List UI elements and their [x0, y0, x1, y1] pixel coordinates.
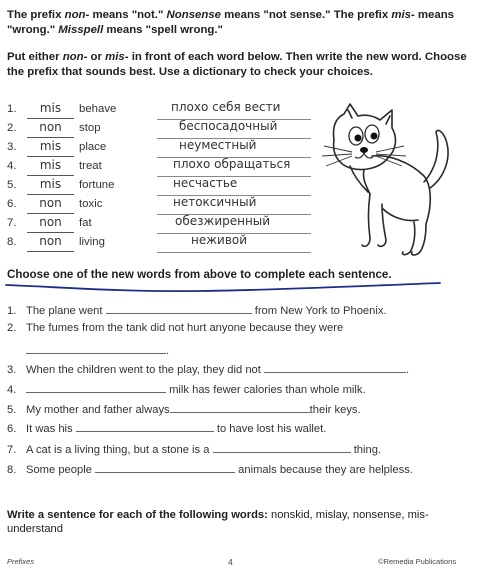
new-word-answer: неуместный [179, 138, 257, 152]
prefix-blank[interactable] [27, 103, 74, 119]
prefix-blank[interactable] [27, 141, 74, 157]
sentence-number: 3. [7, 364, 17, 376]
row-number: 7. [7, 217, 17, 229]
new-word-answer: нетоксичный [173, 195, 257, 209]
sentence-7 [7, 441, 381, 456]
sentence-number: 4. [7, 384, 17, 396]
page-number: 4 [228, 557, 233, 567]
new-word-blank[interactable] [157, 233, 311, 253]
pen-underline [0, 278, 477, 294]
prefix-answer: mis [39, 158, 62, 172]
prefix-blank[interactable] [27, 236, 74, 252]
base-word: living [79, 236, 105, 248]
new-word-blank[interactable] [157, 195, 311, 215]
new-word-answer: несчастье [173, 176, 238, 190]
prefix-blank[interactable] [27, 217, 74, 233]
sentence-number: 8. [7, 464, 17, 476]
sentence-text: The fumes from the tank did not hurt anyone because they were [26, 322, 344, 334]
write-sentence-label: Write a sentence for each of the following words: [7, 509, 268, 521]
new-word-answer: обезжиренный [175, 214, 271, 228]
write-sentence-words-continued: understand [7, 523, 63, 535]
instructions-paragraph: Put either non- or mis- in front of each word below. Then write the new word. Choose the prefix that sounds best. Use a dictionary to check your choices. [7, 51, 467, 78]
sentence-3 [7, 361, 409, 376]
sentence-number: 7. [7, 444, 17, 456]
sentence-number: 1. [7, 305, 17, 317]
base-word: fat [79, 217, 92, 229]
row-number: 5. [7, 179, 17, 191]
row-number: 6. [7, 198, 17, 210]
sentence-text: It was his [26, 423, 73, 435]
sentence-text: When the children went to the play, they did not [26, 364, 261, 376]
sentence-blank[interactable] [26, 342, 166, 354]
sentence-text: animals because they are helpless. [238, 464, 413, 476]
sentence-blank[interactable] [76, 420, 214, 432]
sentence-2 [7, 322, 343, 334]
prefix-answer: mis [39, 139, 62, 153]
sentence-blank[interactable] [264, 361, 406, 373]
sentence-text: Some people [26, 464, 92, 476]
new-word-answer: неживой [191, 233, 248, 247]
sentence-text: A cat is a living thing, but a stone is a [26, 444, 210, 456]
sentence-2-continued [7, 342, 169, 357]
sentence-blank[interactable] [170, 401, 310, 413]
new-word-blank[interactable] [157, 119, 311, 139]
base-word: stop [79, 122, 101, 134]
sentence-4 [7, 381, 366, 396]
sentence-text: My mother and father always [26, 404, 170, 416]
row-number: 4. [7, 160, 17, 172]
prefix-answer: non [39, 234, 62, 248]
prefix-blank[interactable] [27, 122, 74, 138]
row-number: 8. [7, 236, 17, 248]
prefix-blank[interactable] [27, 198, 74, 214]
prefix-answer: non [39, 215, 62, 229]
sentence-text: The plane went [26, 305, 103, 317]
prefix-answer: non [39, 196, 62, 210]
sentence-blank[interactable] [95, 461, 235, 473]
sentence-text: their keys. [309, 404, 361, 416]
sentence-blank[interactable] [213, 441, 351, 453]
sentence-text: . [405, 364, 410, 376]
word-row-8 [7, 233, 307, 256]
base-word: behave [79, 103, 117, 115]
base-word: fortune [79, 179, 115, 191]
sentence-8 [7, 461, 413, 476]
section-title: Choose one of the new words from above to complete each sentence. [7, 268, 392, 281]
new-word-answer: беспосадочный [179, 119, 278, 133]
new-word-answer: плохо себя вести [171, 100, 281, 114]
new-word-answer: плохо обращаться [173, 157, 291, 171]
intro-paragraph: The prefix non- means "not." Nonsense means "not sense." The prefix mis- means "wrong." Misspell means "spell wrong." [7, 9, 455, 36]
cat-illustration [306, 96, 472, 266]
write-sentence-words: nonskid, mislay, nonsense, mis- [270, 509, 429, 521]
prefix-answer: mis [39, 101, 62, 115]
new-word-blank[interactable] [157, 214, 311, 234]
new-word-blank[interactable] [157, 138, 311, 158]
prefix-blank[interactable] [27, 179, 74, 195]
sentence-blank[interactable] [106, 302, 252, 314]
new-word-blank[interactable] [157, 176, 311, 196]
sentence-number: 5. [7, 404, 17, 416]
footer-left: Prefixes [7, 557, 35, 566]
sentence-text: . [166, 345, 170, 357]
prefix-answer: mis [39, 177, 62, 191]
prefix-blank[interactable] [27, 160, 74, 176]
sentence-number: 6. [7, 423, 17, 435]
row-number: 1. [7, 103, 17, 115]
sentence-blank[interactable] [26, 381, 166, 393]
sentence-text: thing. [353, 444, 382, 456]
row-number: 3. [7, 141, 17, 153]
sentence-1 [7, 302, 387, 317]
write-sentence-instruction [7, 508, 469, 536]
row-number: 2. [7, 122, 17, 134]
sentence-text: milk has fewer calories than whole milk. [169, 384, 366, 396]
sentence-5 [7, 401, 361, 416]
sentence-text: to have lost his wallet. [216, 423, 327, 435]
sentence-text: from New York to Phoenix. [254, 305, 387, 317]
sentence-number: 2. [7, 322, 17, 334]
new-word-blank[interactable] [157, 100, 311, 120]
base-word: treat [79, 160, 102, 172]
new-word-blank[interactable] [157, 157, 311, 177]
base-word: toxic [79, 198, 103, 210]
base-word: place [79, 141, 107, 153]
footer-publisher: ©Remedia Publications [378, 557, 457, 566]
prefix-answer: non [39, 120, 62, 134]
sentence-6 [7, 420, 326, 435]
